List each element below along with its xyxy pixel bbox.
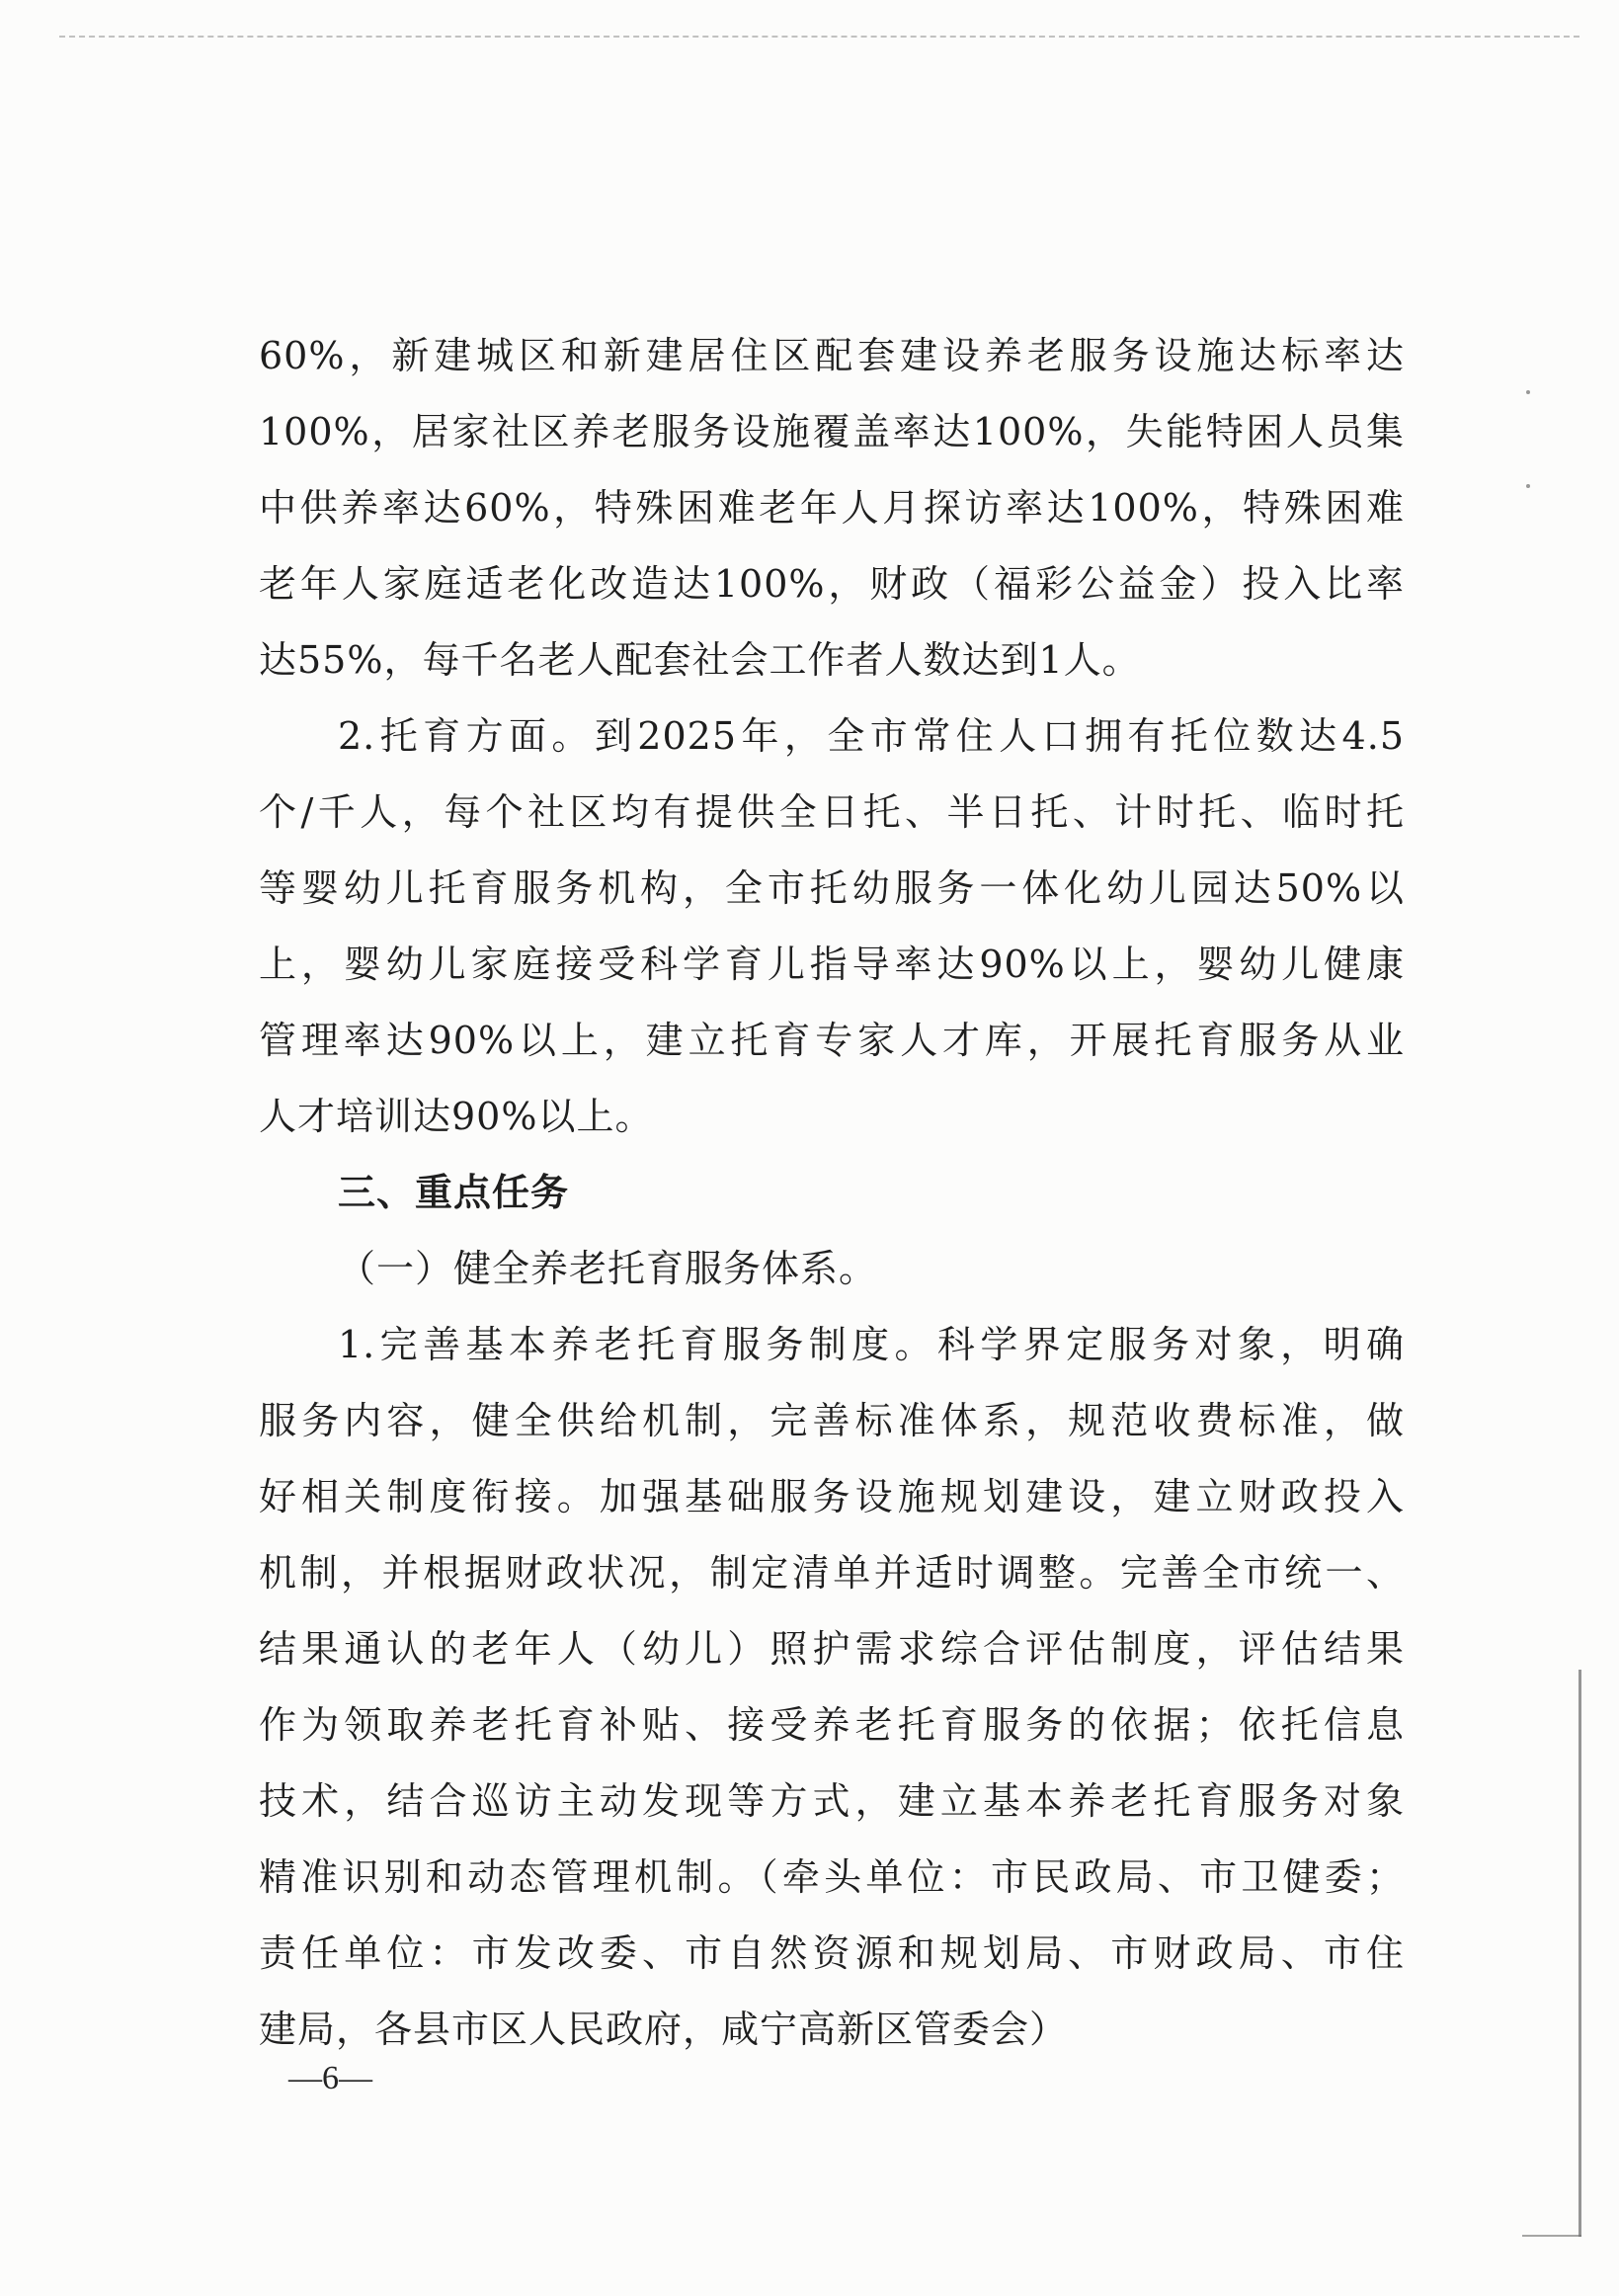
text-line: 好相关制度衔接。加强基础服务设施规划建设，建立财政投入: [259, 1475, 1405, 1518]
text-line: 2.托育方面。到2025年，全市常住人口拥有托位数达4.5: [338, 714, 1405, 758]
text-line: 机制，并根据财政状况，制定清单并适时调整。完善全市统一、: [259, 1551, 1405, 1595]
text-line: 结果通认的老年人（幼儿）照护需求综合评估制度，评估结果: [259, 1627, 1405, 1671]
text-line: 上，婴幼儿家庭接受科学育儿指导率达90%以上，婴幼儿健康: [259, 943, 1405, 986]
page-number: —6—: [288, 2060, 372, 2096]
text-line: 人才培训达90%以上。: [259, 1095, 654, 1138]
text-line: 个/千人，每个社区均有提供全日托、半日托、计时托、临时托: [259, 790, 1405, 834]
text-line: 达55%，每千名老人配套社会工作者人数达到1人。: [259, 638, 1141, 682]
text-line: 60%，新建城区和新建居住区配套建设养老服务设施达标率达: [259, 334, 1405, 377]
scan-speck: [1526, 390, 1530, 394]
text-line: 100%，居家社区养老服务设施覆盖率达100%，失能特困人员集: [259, 410, 1405, 453]
scan-bottom-edge: [1522, 2235, 1581, 2237]
scan-speck: [1526, 484, 1530, 488]
text-line: 精准识别和动态管理机制。（牵头单位：市民政局、市卫健委；: [259, 1855, 1405, 1899]
scan-right-edge: [1579, 1670, 1581, 2237]
text-line: 责任单位：市发改委、市自然资源和规划局、市财政局、市住: [259, 1931, 1405, 1975]
body-text: [259, 318, 1405, 2068]
text-line: 作为领取养老托育补贴、接受养老托育服务的依据；依托信息: [259, 1703, 1405, 1747]
subsection-heading: （一）健全养老托育服务体系。: [338, 1247, 878, 1290]
text-line: 管理率达90%以上，建立托育专家人才库，开展托育服务从业: [259, 1019, 1405, 1062]
text-line: 技术，结合巡访主动发现等方式，建立基本养老托育服务对象: [259, 1779, 1405, 1823]
text-line: 中供养率达60%，特殊困难老年人月探访率达100%，特殊困难: [259, 486, 1405, 530]
scan-top-border: [59, 36, 1579, 38]
text-line: 老年人家庭适老化改造达100%，财政（福彩公益金）投入比率: [259, 562, 1405, 606]
text-line: 建局，各县市区人民政府，咸宁高新区管委会）: [259, 2008, 1069, 2051]
section-heading: 三、重点任务: [338, 1171, 570, 1214]
text-line: 服务内容，健全供给机制，完善标准体系，规范收费标准，做: [259, 1399, 1405, 1442]
text-line: 等婴幼儿托育服务机构，全市托幼服务一体化幼儿园达50%以: [259, 866, 1405, 910]
text-line: 1.完善基本养老托育服务制度。科学界定服务对象，明确: [338, 1323, 1405, 1366]
